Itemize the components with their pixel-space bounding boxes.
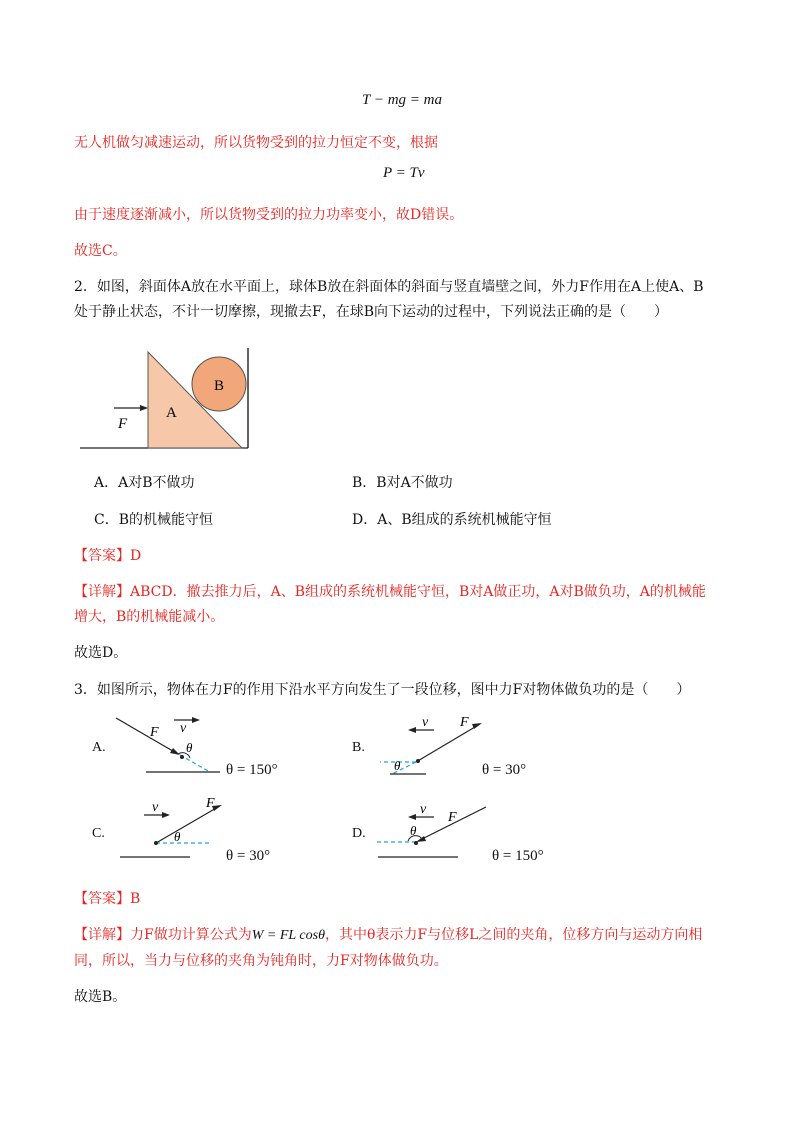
label-f: F: [206, 796, 215, 811]
label-theta: θ: [174, 829, 181, 844]
label-f: F: [118, 416, 128, 432]
q3-detail-part1: 【详解】力F做功计算公式为: [74, 927, 252, 943]
q2-conclusion: 故选D。: [74, 645, 128, 661]
prev-solution-line2: 由于速度逐渐减小，所以货物受到的拉力功率变小，故D错误。: [74, 207, 464, 223]
velocity-arrowhead: [162, 812, 170, 818]
force-line: [156, 807, 218, 843]
label-v: v: [152, 800, 159, 815]
label-f: F: [448, 810, 457, 825]
force-arrowhead: [416, 836, 426, 842]
label-v: v: [420, 802, 427, 817]
q3-detail-line2: 同，所以，当力与位移的夹角为钝角时，力F对物体做负功。: [74, 953, 448, 969]
q3-fig-a-angle: θ = 150°: [226, 762, 278, 778]
q2-option-b: B．B对A不做功: [352, 475, 453, 491]
q2-detail-line2: 增大，B的机械能减小。: [74, 609, 225, 625]
q3-detail-part2: ，其中θ表示力F与位移L之间的夹角，位移方向与运动方向相: [324, 927, 703, 943]
q3-fig-c-label: C.: [92, 826, 105, 841]
q2-stem-line1: 2．如图，斜面体A放在水平面上，球体B放在斜面体的斜面与竖直墙壁之间，外力F作用在A上使A、B: [74, 279, 704, 295]
q2-option-d: D．A、B组成的系统机械能守恒: [352, 512, 552, 528]
object-dot: [414, 841, 418, 845]
q3-fig-b-angle: θ = 30°: [482, 762, 527, 778]
force-arrowhead: [140, 405, 148, 411]
label-theta: θ: [186, 740, 193, 755]
q3-fig-d-label: D.: [352, 826, 366, 841]
label-v: v: [422, 715, 429, 730]
q3-fig-b-label: B.: [352, 740, 365, 755]
force-line: [116, 718, 178, 754]
equation-power: P = Tv: [383, 165, 425, 181]
q3-fig-c-angle: θ = 30°: [226, 848, 271, 864]
prev-solution-line1: 无人机做匀减速运动，所以货物受到的拉力恒定不变，根据: [74, 135, 438, 151]
object-dot: [180, 755, 184, 759]
velocity-arrowhead: [408, 814, 416, 820]
velocity-arrowhead: [192, 717, 200, 723]
object-dot: [416, 759, 420, 763]
q3-answer: 【答案】B: [74, 891, 141, 907]
label-v: v: [180, 721, 187, 736]
label-a: A: [166, 405, 177, 421]
work-formula: W = FL cosθ: [251, 928, 325, 943]
equation-newton: T − mg = ma: [362, 92, 442, 108]
q3-detail-line1: [74, 925, 702, 946]
label-f: F: [150, 725, 159, 740]
label-b: B: [214, 378, 225, 394]
q2-figure: [70, 340, 270, 455]
q3-fig-a-label: A.: [92, 740, 106, 755]
label-f: F: [460, 715, 469, 730]
prev-conclusion: 故选C。: [74, 243, 127, 259]
label-theta: θ: [394, 758, 401, 773]
label-theta: θ: [410, 823, 417, 838]
q3-stem: 3．如图所示，物体在力F的作用下沿水平方向发生了一段位移，图中力F对物体做负功的是（ ）: [74, 682, 691, 698]
velocity-arrowhead: [408, 727, 416, 733]
q3-conclusion: 故选B。: [74, 989, 127, 1005]
q3-fig-d-angle: θ = 150°: [492, 848, 544, 864]
q2-answer: 【答案】D: [74, 548, 142, 564]
q2-option-a: A．A对B不做功: [94, 475, 195, 491]
q2-option-c: C．B的机械能守恒: [94, 512, 213, 528]
q2-detail-line1: 【详解】ABCD．撤去推力后，A、B组成的系统机械能守恒，B对A做正功，A对B做负功，A的机械能: [74, 584, 706, 600]
object-dot: [154, 841, 158, 845]
dashed-extension: [180, 755, 210, 772]
q2-stem-line2: 处于静止状态，不计一切摩擦，现撤去F，在球B向下运动的过程中，下列说法正确的是（ ）: [74, 304, 668, 320]
